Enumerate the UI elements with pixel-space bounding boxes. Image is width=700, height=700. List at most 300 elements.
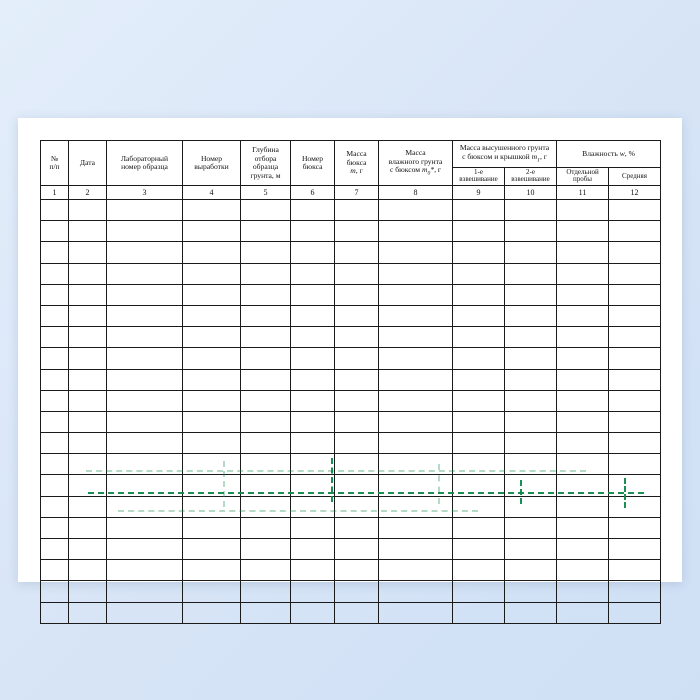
table-cell[interactable] bbox=[453, 305, 505, 326]
table-cell[interactable] bbox=[107, 433, 183, 454]
header-col-1-line1: № bbox=[50, 153, 59, 163]
table-cell[interactable] bbox=[69, 411, 107, 432]
table-cell[interactable] bbox=[69, 390, 107, 411]
header-col-7-line1: Масса bbox=[346, 149, 367, 159]
table-cell[interactable] bbox=[557, 539, 609, 560]
table-cell[interactable] bbox=[241, 433, 291, 454]
header-col-7 bbox=[335, 141, 379, 186]
table-cell[interactable] bbox=[41, 200, 69, 221]
table-cell[interactable] bbox=[557, 305, 609, 326]
header-col-1 bbox=[41, 141, 69, 186]
table-cell[interactable] bbox=[183, 411, 241, 432]
table-cell[interactable] bbox=[453, 348, 505, 369]
table-cell[interactable] bbox=[41, 369, 69, 390]
table-cell[interactable] bbox=[107, 200, 183, 221]
table-cell[interactable] bbox=[453, 242, 505, 263]
table-cell[interactable] bbox=[335, 433, 379, 454]
header-col-8-line3: с бюксом bbox=[389, 165, 423, 175]
table-cell[interactable] bbox=[41, 475, 69, 496]
table-cell[interactable] bbox=[183, 454, 241, 475]
table-cell[interactable] bbox=[335, 369, 379, 390]
table-cell[interactable] bbox=[557, 411, 609, 432]
table-cell[interactable] bbox=[379, 517, 453, 538]
header-col-1-line2: п/п bbox=[49, 162, 60, 171]
table-cell[interactable] bbox=[505, 539, 557, 560]
table-cell[interactable] bbox=[609, 305, 661, 326]
table-cell[interactable] bbox=[183, 560, 241, 581]
table-cell[interactable] bbox=[335, 581, 379, 602]
table-cell[interactable] bbox=[41, 454, 69, 475]
table-cell[interactable] bbox=[335, 602, 379, 623]
header-col-6 bbox=[291, 141, 335, 186]
table-cell[interactable] bbox=[505, 560, 557, 581]
table-cell[interactable] bbox=[241, 263, 291, 284]
table-cell[interactable] bbox=[69, 433, 107, 454]
table-cell[interactable] bbox=[505, 581, 557, 602]
table-cell[interactable] bbox=[107, 390, 183, 411]
table-cell[interactable] bbox=[379, 284, 453, 305]
table-cell[interactable] bbox=[335, 560, 379, 581]
table-cell[interactable] bbox=[609, 475, 661, 496]
table-row[interactable] bbox=[41, 327, 661, 348]
table-row[interactable] bbox=[41, 411, 661, 432]
table-cell[interactable] bbox=[69, 517, 107, 538]
table-row[interactable] bbox=[41, 221, 661, 242]
table-cell[interactable] bbox=[557, 348, 609, 369]
table-cell[interactable] bbox=[41, 390, 69, 411]
table-row[interactable] bbox=[41, 454, 661, 475]
table-cell[interactable] bbox=[335, 411, 379, 432]
table-cell[interactable] bbox=[241, 454, 291, 475]
table-cell[interactable] bbox=[609, 454, 661, 475]
table-cell[interactable] bbox=[241, 602, 291, 623]
table-cell[interactable] bbox=[609, 221, 661, 242]
table-cell[interactable] bbox=[183, 602, 241, 623]
table-cell[interactable] bbox=[41, 263, 69, 284]
table-cell[interactable] bbox=[241, 221, 291, 242]
table-cell[interactable] bbox=[69, 539, 107, 560]
table-cell[interactable] bbox=[241, 348, 291, 369]
table-cell[interactable] bbox=[69, 284, 107, 305]
table-cell[interactable] bbox=[335, 200, 379, 221]
table-cell[interactable] bbox=[379, 369, 453, 390]
header-col-5 bbox=[241, 141, 291, 186]
table-cell[interactable] bbox=[453, 263, 505, 284]
table-cell[interactable] bbox=[609, 263, 661, 284]
table-cell[interactable] bbox=[453, 390, 505, 411]
table-cell[interactable] bbox=[241, 496, 291, 517]
table-cell[interactable] bbox=[41, 581, 69, 602]
table-cell[interactable] bbox=[69, 581, 107, 602]
table-cell[interactable] bbox=[505, 327, 557, 348]
table-cell[interactable] bbox=[183, 369, 241, 390]
table-cell[interactable] bbox=[609, 284, 661, 305]
header-col-11-line2: пробы bbox=[573, 175, 593, 184]
table-cell[interactable] bbox=[69, 200, 107, 221]
table-row[interactable] bbox=[41, 200, 661, 221]
table-cell[interactable] bbox=[379, 200, 453, 221]
table-row[interactable] bbox=[41, 602, 661, 623]
table-cell[interactable] bbox=[609, 560, 661, 581]
table-cell[interactable] bbox=[241, 242, 291, 263]
table-cell[interactable] bbox=[379, 602, 453, 623]
column-number-7: 7 bbox=[335, 186, 379, 200]
table-cell[interactable] bbox=[107, 305, 183, 326]
table-cell[interactable] bbox=[379, 475, 453, 496]
table-cell[interactable] bbox=[557, 242, 609, 263]
table-cell[interactable] bbox=[107, 221, 183, 242]
table-cell[interactable] bbox=[505, 475, 557, 496]
table-cell[interactable] bbox=[183, 517, 241, 538]
table-cell[interactable] bbox=[557, 369, 609, 390]
table-cell[interactable] bbox=[557, 560, 609, 581]
table-cell[interactable] bbox=[335, 284, 379, 305]
table-cell[interactable] bbox=[291, 284, 335, 305]
header-col-5-line1: Глубина bbox=[252, 145, 279, 154]
table-cell[interactable] bbox=[557, 221, 609, 242]
table-cell[interactable] bbox=[183, 496, 241, 517]
header-col-11 bbox=[557, 167, 609, 185]
table-cell[interactable] bbox=[609, 242, 661, 263]
table-row[interactable] bbox=[41, 390, 661, 411]
table-cell[interactable] bbox=[107, 242, 183, 263]
table-cell[interactable] bbox=[505, 284, 557, 305]
table-cell[interactable] bbox=[379, 327, 453, 348]
table-cell[interactable] bbox=[291, 221, 335, 242]
table-cell[interactable] bbox=[41, 433, 69, 454]
table-row[interactable] bbox=[41, 496, 661, 517]
table-cell[interactable] bbox=[453, 454, 505, 475]
table-cell[interactable] bbox=[183, 327, 241, 348]
table-cell[interactable] bbox=[291, 200, 335, 221]
table-cell[interactable] bbox=[107, 348, 183, 369]
table-cell[interactable] bbox=[183, 475, 241, 496]
table-cell[interactable] bbox=[107, 327, 183, 348]
table-cell[interactable] bbox=[453, 327, 505, 348]
table-cell[interactable] bbox=[291, 390, 335, 411]
table-cell[interactable] bbox=[505, 263, 557, 284]
column-number-6: 6 bbox=[291, 186, 335, 200]
table-cell[interactable] bbox=[291, 539, 335, 560]
table-cell[interactable] bbox=[183, 433, 241, 454]
table-cell[interactable] bbox=[107, 539, 183, 560]
table-cell[interactable] bbox=[609, 581, 661, 602]
table-cell[interactable] bbox=[241, 475, 291, 496]
table-cell[interactable] bbox=[609, 200, 661, 221]
table-row[interactable] bbox=[41, 433, 661, 454]
table-cell[interactable] bbox=[453, 496, 505, 517]
header-col-10 bbox=[505, 167, 557, 185]
table-cell[interactable] bbox=[453, 475, 505, 496]
table-cell[interactable] bbox=[183, 539, 241, 560]
table-cell[interactable] bbox=[335, 305, 379, 326]
table-cell[interactable] bbox=[41, 348, 69, 369]
table-cell[interactable] bbox=[69, 263, 107, 284]
table-cell[interactable] bbox=[183, 284, 241, 305]
table-cell[interactable] bbox=[557, 496, 609, 517]
table-cell[interactable] bbox=[505, 369, 557, 390]
table-cell[interactable] bbox=[183, 348, 241, 369]
table-cell[interactable] bbox=[379, 221, 453, 242]
table-cell[interactable] bbox=[41, 242, 69, 263]
table-cell[interactable] bbox=[183, 200, 241, 221]
table-cell[interactable] bbox=[241, 305, 291, 326]
table-cell[interactable] bbox=[453, 369, 505, 390]
table-cell[interactable] bbox=[609, 411, 661, 432]
table-cell[interactable] bbox=[69, 454, 107, 475]
table-cell[interactable] bbox=[241, 539, 291, 560]
header-col-9-line1: 1-е bbox=[474, 167, 483, 176]
table-cell[interactable] bbox=[453, 284, 505, 305]
header-group-dry-mass-sym: $m_1$ bbox=[531, 151, 540, 164]
table-cell[interactable] bbox=[291, 454, 335, 475]
header-col-5-line2: отбора bbox=[254, 153, 277, 163]
table-cell[interactable] bbox=[291, 263, 335, 284]
header-col-8-line4: , г bbox=[434, 165, 442, 175]
table-cell[interactable] bbox=[609, 433, 661, 454]
column-number-11: 11 bbox=[557, 186, 609, 200]
table-cell[interactable] bbox=[557, 581, 609, 602]
header-col-9 bbox=[453, 167, 505, 185]
table-cell[interactable] bbox=[505, 390, 557, 411]
table-cell[interactable] bbox=[505, 348, 557, 369]
table-cell[interactable] bbox=[41, 221, 69, 242]
table-cell[interactable] bbox=[183, 242, 241, 263]
table-cell[interactable] bbox=[335, 454, 379, 475]
table-cell[interactable] bbox=[107, 475, 183, 496]
table-cell[interactable] bbox=[69, 348, 107, 369]
table-cell[interactable] bbox=[107, 602, 183, 623]
header-group-dry-mass bbox=[453, 141, 557, 168]
table-cell[interactable] bbox=[557, 263, 609, 284]
table-cell[interactable] bbox=[183, 390, 241, 411]
table-cell[interactable] bbox=[335, 242, 379, 263]
table-cell[interactable] bbox=[557, 475, 609, 496]
table-cell[interactable] bbox=[453, 581, 505, 602]
table-cell[interactable] bbox=[241, 517, 291, 538]
header-group-dry-mass-line1: Масса высушенного грунта bbox=[459, 143, 550, 153]
table-cell[interactable] bbox=[379, 411, 453, 432]
header-col-4-line1: Номер bbox=[200, 153, 223, 163]
table-cell[interactable] bbox=[557, 327, 609, 348]
table-cell[interactable] bbox=[453, 539, 505, 560]
table-cell[interactable] bbox=[557, 433, 609, 454]
table-cell[interactable] bbox=[291, 560, 335, 581]
table-cell[interactable] bbox=[241, 200, 291, 221]
table-cell[interactable] bbox=[291, 475, 335, 496]
table-cell[interactable] bbox=[505, 200, 557, 221]
table-cell[interactable] bbox=[107, 560, 183, 581]
table-cell[interactable] bbox=[69, 327, 107, 348]
table-cell[interactable] bbox=[335, 221, 379, 242]
table-cell[interactable] bbox=[505, 433, 557, 454]
header-col-11-line1: Отдельной bbox=[566, 167, 599, 176]
table-cell[interactable] bbox=[379, 539, 453, 560]
table-cell[interactable] bbox=[291, 348, 335, 369]
table-cell[interactable] bbox=[379, 454, 453, 475]
table-row[interactable] bbox=[41, 560, 661, 581]
table-cell[interactable] bbox=[609, 348, 661, 369]
table-cell[interactable] bbox=[41, 305, 69, 326]
table-cell[interactable] bbox=[335, 496, 379, 517]
table-row[interactable] bbox=[41, 539, 661, 560]
table-cell[interactable] bbox=[241, 390, 291, 411]
table-cell[interactable] bbox=[335, 327, 379, 348]
table-cell[interactable] bbox=[291, 327, 335, 348]
table-cell[interactable] bbox=[453, 200, 505, 221]
table-cell[interactable] bbox=[291, 433, 335, 454]
table-cell[interactable] bbox=[241, 581, 291, 602]
table-cell[interactable] bbox=[505, 517, 557, 538]
table-cell[interactable] bbox=[241, 369, 291, 390]
table-cell[interactable] bbox=[69, 369, 107, 390]
header-col-7-line4: , г bbox=[355, 166, 363, 176]
table-cell[interactable] bbox=[335, 475, 379, 496]
table-cell[interactable] bbox=[505, 411, 557, 432]
table-cell[interactable] bbox=[335, 539, 379, 560]
table-cell[interactable] bbox=[69, 242, 107, 263]
table-cell[interactable] bbox=[609, 390, 661, 411]
table-cell[interactable] bbox=[183, 263, 241, 284]
table-cell[interactable] bbox=[505, 454, 557, 475]
table-cell[interactable] bbox=[41, 539, 69, 560]
table-cell[interactable] bbox=[107, 284, 183, 305]
table-cell[interactable] bbox=[609, 327, 661, 348]
header-col-5-line3: образца bbox=[252, 162, 279, 171]
table-row[interactable] bbox=[41, 263, 661, 284]
table-cell[interactable] bbox=[291, 305, 335, 326]
table-row[interactable] bbox=[41, 348, 661, 369]
table-cell[interactable] bbox=[41, 517, 69, 538]
table-cell[interactable] bbox=[183, 305, 241, 326]
table-cell[interactable] bbox=[291, 581, 335, 602]
table-cell[interactable] bbox=[505, 242, 557, 263]
header-col-3-line2: номер образца bbox=[121, 162, 168, 171]
table-cell[interactable] bbox=[107, 263, 183, 284]
table-cell[interactable] bbox=[453, 517, 505, 538]
table-cell[interactable] bbox=[107, 496, 183, 517]
table-cell[interactable] bbox=[379, 305, 453, 326]
table-cell[interactable] bbox=[241, 327, 291, 348]
table-cell[interactable] bbox=[557, 200, 609, 221]
table-cell[interactable] bbox=[453, 433, 505, 454]
table-cell[interactable] bbox=[69, 602, 107, 623]
table-row[interactable] bbox=[41, 475, 661, 496]
table-cell[interactable] bbox=[557, 284, 609, 305]
header-col-12: Средняя bbox=[609, 167, 661, 185]
table-cell[interactable] bbox=[453, 411, 505, 432]
table-cell[interactable] bbox=[453, 221, 505, 242]
table-cell[interactable] bbox=[69, 221, 107, 242]
table-row[interactable] bbox=[41, 369, 661, 390]
table-cell[interactable] bbox=[379, 263, 453, 284]
table-cell[interactable] bbox=[107, 454, 183, 475]
table-cell[interactable] bbox=[505, 221, 557, 242]
header-col-4 bbox=[183, 141, 241, 186]
column-number-9: 9 bbox=[453, 186, 505, 200]
table-cell[interactable] bbox=[241, 284, 291, 305]
table-row[interactable] bbox=[41, 517, 661, 538]
table-cell[interactable] bbox=[379, 560, 453, 581]
header-col-3-line1: Лабораторный bbox=[120, 153, 169, 163]
table-cell[interactable] bbox=[107, 411, 183, 432]
table-cell[interactable] bbox=[291, 411, 335, 432]
table-cell[interactable] bbox=[453, 560, 505, 581]
table-cell[interactable] bbox=[69, 475, 107, 496]
table-cell[interactable] bbox=[505, 496, 557, 517]
table-cell[interactable] bbox=[69, 496, 107, 517]
table-cell[interactable] bbox=[291, 369, 335, 390]
header-group-humidity bbox=[557, 141, 661, 168]
table-cell[interactable] bbox=[107, 369, 183, 390]
table-cell[interactable] bbox=[609, 369, 661, 390]
table-cell[interactable] bbox=[183, 581, 241, 602]
table-cell[interactable] bbox=[379, 348, 453, 369]
table-cell[interactable] bbox=[557, 517, 609, 538]
table-cell[interactable] bbox=[557, 454, 609, 475]
table-cell[interactable] bbox=[379, 242, 453, 263]
header-col-8 bbox=[379, 141, 453, 186]
table-cell[interactable] bbox=[291, 242, 335, 263]
header-col-5-line4: грунта, м bbox=[250, 170, 281, 180]
table-cell[interactable] bbox=[291, 517, 335, 538]
table-cell[interactable] bbox=[183, 221, 241, 242]
table-cell[interactable] bbox=[41, 560, 69, 581]
table-cell[interactable] bbox=[505, 602, 557, 623]
table-cell[interactable] bbox=[609, 602, 661, 623]
table-cell[interactable] bbox=[453, 602, 505, 623]
table-cell[interactable] bbox=[505, 305, 557, 326]
header-group-dry-mass-line3: , г bbox=[539, 151, 547, 161]
table-cell[interactable] bbox=[41, 284, 69, 305]
table-cell[interactable] bbox=[335, 348, 379, 369]
table-cell[interactable] bbox=[379, 496, 453, 517]
table-cell[interactable] bbox=[41, 496, 69, 517]
table-cell[interactable] bbox=[41, 327, 69, 348]
table-cell[interactable] bbox=[241, 560, 291, 581]
table-cell[interactable] bbox=[557, 390, 609, 411]
table-row[interactable] bbox=[41, 284, 661, 305]
header-group-humidity-sym: w bbox=[619, 148, 625, 158]
table-cell[interactable] bbox=[335, 390, 379, 411]
table-cell[interactable] bbox=[69, 560, 107, 581]
table-cell[interactable] bbox=[557, 602, 609, 623]
table-cell[interactable] bbox=[379, 433, 453, 454]
header-col-8-line1: Масса bbox=[405, 148, 426, 158]
table-cell[interactable] bbox=[379, 581, 453, 602]
table-cell[interactable] bbox=[609, 517, 661, 538]
table-cell[interactable] bbox=[291, 496, 335, 517]
table-cell[interactable] bbox=[107, 581, 183, 602]
table-cell[interactable] bbox=[241, 411, 291, 432]
header-col-10-line2: взвешивание bbox=[511, 175, 550, 184]
table-cell[interactable] bbox=[335, 517, 379, 538]
table-cell[interactable] bbox=[41, 602, 69, 623]
table-row[interactable] bbox=[41, 581, 661, 602]
table-cell[interactable] bbox=[291, 602, 335, 623]
table-cell[interactable] bbox=[107, 517, 183, 538]
table-cell[interactable] bbox=[379, 390, 453, 411]
table-cell[interactable] bbox=[609, 496, 661, 517]
table-cell[interactable] bbox=[335, 263, 379, 284]
table-row[interactable] bbox=[41, 305, 661, 326]
header-col-8-sym: $m_0*$ bbox=[422, 165, 435, 177]
table-cell[interactable] bbox=[69, 305, 107, 326]
document-sheet bbox=[18, 118, 682, 582]
table-cell[interactable] bbox=[609, 539, 661, 560]
table-cell[interactable] bbox=[41, 411, 69, 432]
table-row[interactable] bbox=[41, 242, 661, 263]
